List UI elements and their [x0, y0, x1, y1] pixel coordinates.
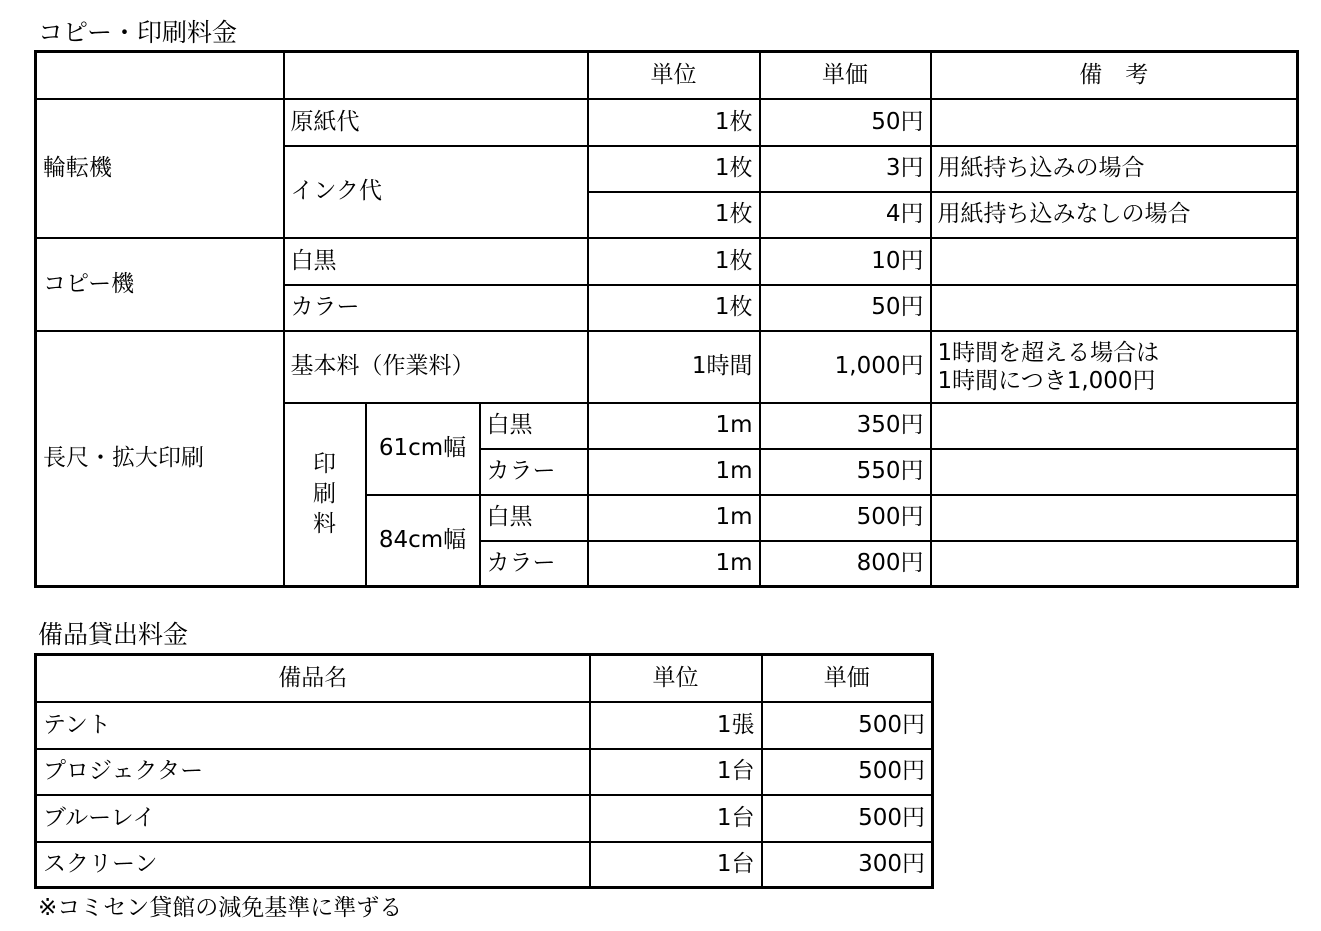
- print-fee-char: 刷: [313, 481, 336, 508]
- equip-unit: 1張: [590, 702, 762, 749]
- equip-unit: 1台: [590, 795, 762, 842]
- w61-color-unit: 1m: [588, 449, 760, 495]
- w84-color-remark: [931, 541, 1298, 587]
- copier-label: コピー機: [36, 238, 284, 331]
- equip-price: 500円: [762, 702, 933, 749]
- w61-bw-remark: [931, 403, 1298, 449]
- large-print-label: 長尺・拡大印刷: [36, 331, 284, 587]
- width-84-label: 84cm幅: [366, 495, 480, 587]
- copy-section-title: コピー・印刷料金: [38, 18, 238, 47]
- w61-color-label: カラー: [480, 449, 588, 495]
- copy-print-fee-table: [34, 50, 1299, 588]
- equip-price: 500円: [762, 795, 933, 842]
- copier-bw-remark: [931, 238, 1298, 285]
- ink-remark: 用紙持ち込みの場合: [931, 146, 1298, 192]
- copier-bw-price: 10円: [760, 238, 931, 285]
- genshi-label: 原紙代: [284, 99, 588, 146]
- equip-name: スクリーン: [36, 842, 590, 888]
- w84-bw-unit: 1m: [588, 495, 760, 541]
- ink-label: インク代: [284, 146, 588, 238]
- equip-price: 500円: [762, 749, 933, 795]
- basic-fee-remark: [931, 331, 1298, 403]
- table-row: [36, 842, 933, 888]
- rinten-label: 輪転機: [36, 99, 284, 238]
- header-row: [36, 52, 1298, 99]
- ink-unit: 1枚: [588, 146, 760, 192]
- table-row: [36, 331, 1298, 403]
- w84-color-unit: 1m: [588, 541, 760, 587]
- header-price: 単価: [762, 655, 933, 702]
- genshi-price: 50円: [760, 99, 931, 146]
- print-fee-char: 料: [313, 511, 336, 538]
- header-unit: 単位: [590, 655, 762, 702]
- table-row: [36, 238, 1298, 285]
- equip-unit: 1台: [590, 842, 762, 888]
- equip-section-title: 備品貸出料金: [38, 620, 189, 649]
- table-row: [36, 99, 1298, 146]
- basic-fee-remark-line1: 1時間を超える場合は: [937, 339, 1160, 366]
- header-unit: 単位: [588, 52, 760, 99]
- w61-bw-unit: 1m: [588, 403, 760, 449]
- w84-bw-price: 500円: [760, 495, 931, 541]
- header-row: [36, 655, 933, 702]
- basic-fee-label: 基本料（作業料）: [284, 331, 588, 403]
- w61-color-remark: [931, 449, 1298, 495]
- w84-color-price: 800円: [760, 541, 931, 587]
- print-fee-char: 印: [313, 451, 336, 478]
- header-remarks: 備 考: [931, 52, 1298, 99]
- header-price: 単価: [760, 52, 931, 99]
- copier-color-label: カラー: [284, 285, 588, 331]
- genshi-remark: [931, 99, 1298, 146]
- w61-color-price: 550円: [760, 449, 931, 495]
- copier-color-remark: [931, 285, 1298, 331]
- print-fee-vertical-label: [284, 403, 366, 587]
- equip-name: テント: [36, 702, 590, 749]
- header-blank: [36, 52, 284, 99]
- copier-color-unit: 1枚: [588, 285, 760, 331]
- ink-price: 4円: [760, 192, 931, 238]
- copier-bw-unit: 1枚: [588, 238, 760, 285]
- equip-price: 300円: [762, 842, 933, 888]
- equip-name: プロジェクター: [36, 749, 590, 795]
- table-row: [36, 702, 933, 749]
- w84-bw-remark: [931, 495, 1298, 541]
- w84-bw-label: 白黒: [480, 495, 588, 541]
- copier-color-price: 50円: [760, 285, 931, 331]
- ink-price: 3円: [760, 146, 931, 192]
- w61-bw-label: 白黒: [480, 403, 588, 449]
- ink-unit: 1枚: [588, 192, 760, 238]
- copier-bw-label: 白黒: [284, 238, 588, 285]
- w84-color-label: カラー: [480, 541, 588, 587]
- table-row: [36, 795, 933, 842]
- w61-bw-price: 350円: [760, 403, 931, 449]
- equip-unit: 1台: [590, 749, 762, 795]
- header-item-name: 備品名: [36, 655, 590, 702]
- ink-remark: 用紙持ち込みなしの場合: [931, 192, 1298, 238]
- basic-fee-unit: 1時間: [588, 331, 760, 403]
- footnote: ※コミセン貸館の減免基準に準ずる: [38, 895, 403, 921]
- table-row: [36, 749, 933, 795]
- equip-name: ブルーレイ: [36, 795, 590, 842]
- header-blank-2: [284, 52, 588, 99]
- basic-fee-remark-line2: 1時間につき1,000円: [937, 367, 1156, 394]
- width-61-label: 61cm幅: [366, 403, 480, 495]
- equipment-rental-table: [34, 653, 934, 889]
- genshi-unit: 1枚: [588, 99, 760, 146]
- basic-fee-price: 1,000円: [760, 331, 931, 403]
